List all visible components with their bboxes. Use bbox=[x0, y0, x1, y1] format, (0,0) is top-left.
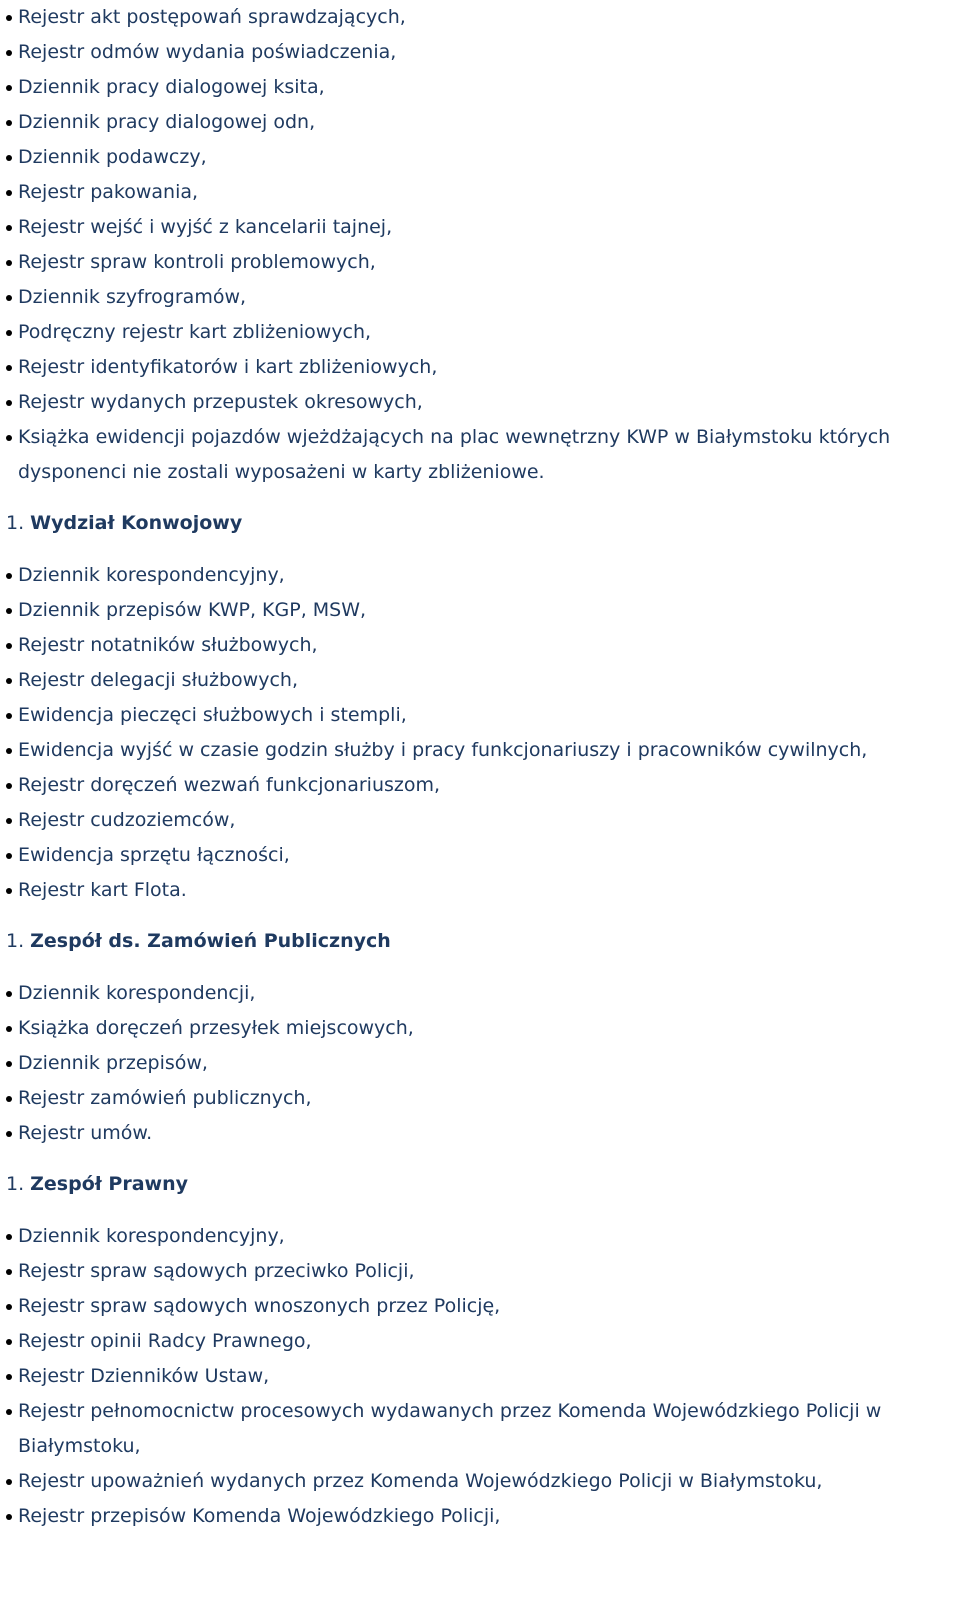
section-heading-legal bbox=[0, 1169, 960, 1199]
list-item: Rejestr doręczeń wezwań funkcjonariuszom, bbox=[18, 768, 940, 803]
list-item: Dziennik korespondencyjny, bbox=[18, 1219, 940, 1254]
list-item: Dziennik korespondencji, bbox=[18, 976, 940, 1011]
list-item: Rejestr identyfikatorów i kart zbliżeniowych, bbox=[18, 350, 940, 385]
list-item: Rejestr spraw sądowych przeciwko Policji, bbox=[18, 1254, 940, 1289]
section-heading-convoy bbox=[0, 508, 960, 538]
list-item: Rejestr umów. bbox=[18, 1116, 940, 1151]
list-item: Rejestr spraw kontroli problemowych, bbox=[18, 245, 940, 280]
list-item: Rejestr pakowania, bbox=[18, 175, 940, 210]
section-heading-procurement bbox=[0, 926, 960, 956]
list-item: Rejestr wejść i wyjść z kancelarii tajnej, bbox=[18, 210, 940, 245]
list-item: Rejestr akt postępowań sprawdzających, bbox=[18, 0, 940, 35]
list-item: Dziennik korespondencyjny, bbox=[18, 558, 940, 593]
list-item: Rejestr wydanych przepustek okresowych, bbox=[18, 385, 940, 420]
section-title: Wydział Konwojowy bbox=[30, 512, 243, 534]
list-item: Rejestr pełnomocnictw procesowych wydawanych przez Komenda Wojewódzkiego Policji w Białymstoku, bbox=[18, 1394, 940, 1464]
list-item: Dziennik szyfrogramów, bbox=[18, 280, 940, 315]
list-item: Dziennik przepisów, bbox=[18, 1046, 940, 1081]
list-item: Książka ewidencji pojazdów wjeżdżających na plac wewnętrzny KWP w Białymstoku których dysponenci nie zostali wyposażeni w karty zbliżeniowe. bbox=[18, 420, 940, 490]
list-item: Ewidencja wyjść w czasie godzin służby i pracy funkcjonariuszy i pracowników cywilnych, bbox=[18, 733, 940, 768]
list-item: Rejestr odmów wydania poświadczenia, bbox=[18, 35, 940, 70]
list-item: Ewidencja pieczęci służbowych i stempli, bbox=[18, 698, 940, 733]
register-list-security bbox=[0, 0, 960, 490]
list-item: Rejestr cudzoziemców, bbox=[18, 803, 940, 838]
section-number: 1. bbox=[6, 512, 25, 534]
list-item: Rejestr opinii Radcy Prawnego, bbox=[18, 1324, 940, 1359]
list-item: Podręczny rejestr kart zbliżeniowych, bbox=[18, 315, 940, 350]
list-item: Rejestr zamówień publicznych, bbox=[18, 1081, 940, 1116]
list-item: Rejestr upoważnień wydanych przez Komenda Wojewódzkiego Policji w Białymstoku, bbox=[18, 1464, 940, 1499]
list-item: Rejestr przepisów Komenda Wojewódzkiego Policji, bbox=[18, 1499, 940, 1534]
list-item: Książka doręczeń przesyłek miejscowych, bbox=[18, 1011, 940, 1046]
list-item: Dziennik podawczy, bbox=[18, 140, 940, 175]
register-list-convoy bbox=[0, 558, 960, 908]
section-number: 1. bbox=[6, 1173, 25, 1195]
register-list-legal bbox=[0, 1219, 960, 1534]
section-title: Zespół Prawny bbox=[30, 1173, 189, 1195]
list-item: Dziennik przepisów KWP, KGP, MSW, bbox=[18, 593, 940, 628]
register-list-procurement bbox=[0, 976, 960, 1151]
list-item: Rejestr kart Flota. bbox=[18, 873, 940, 908]
list-item: Ewidencja sprzętu łączności, bbox=[18, 838, 940, 873]
list-item: Rejestr delegacji służbowych, bbox=[18, 663, 940, 698]
list-item: Rejestr notatników służbowych, bbox=[18, 628, 940, 663]
list-item: Rejestr Dzienników Ustaw, bbox=[18, 1359, 940, 1394]
section-title: Zespół ds. Zamówień Publicznych bbox=[30, 930, 391, 952]
list-item: Rejestr spraw sądowych wnoszonych przez Policję, bbox=[18, 1289, 940, 1324]
list-item: Dziennik pracy dialogowej odn, bbox=[18, 105, 940, 140]
section-number: 1. bbox=[6, 930, 25, 952]
list-item: Dziennik pracy dialogowej ksita, bbox=[18, 70, 940, 105]
